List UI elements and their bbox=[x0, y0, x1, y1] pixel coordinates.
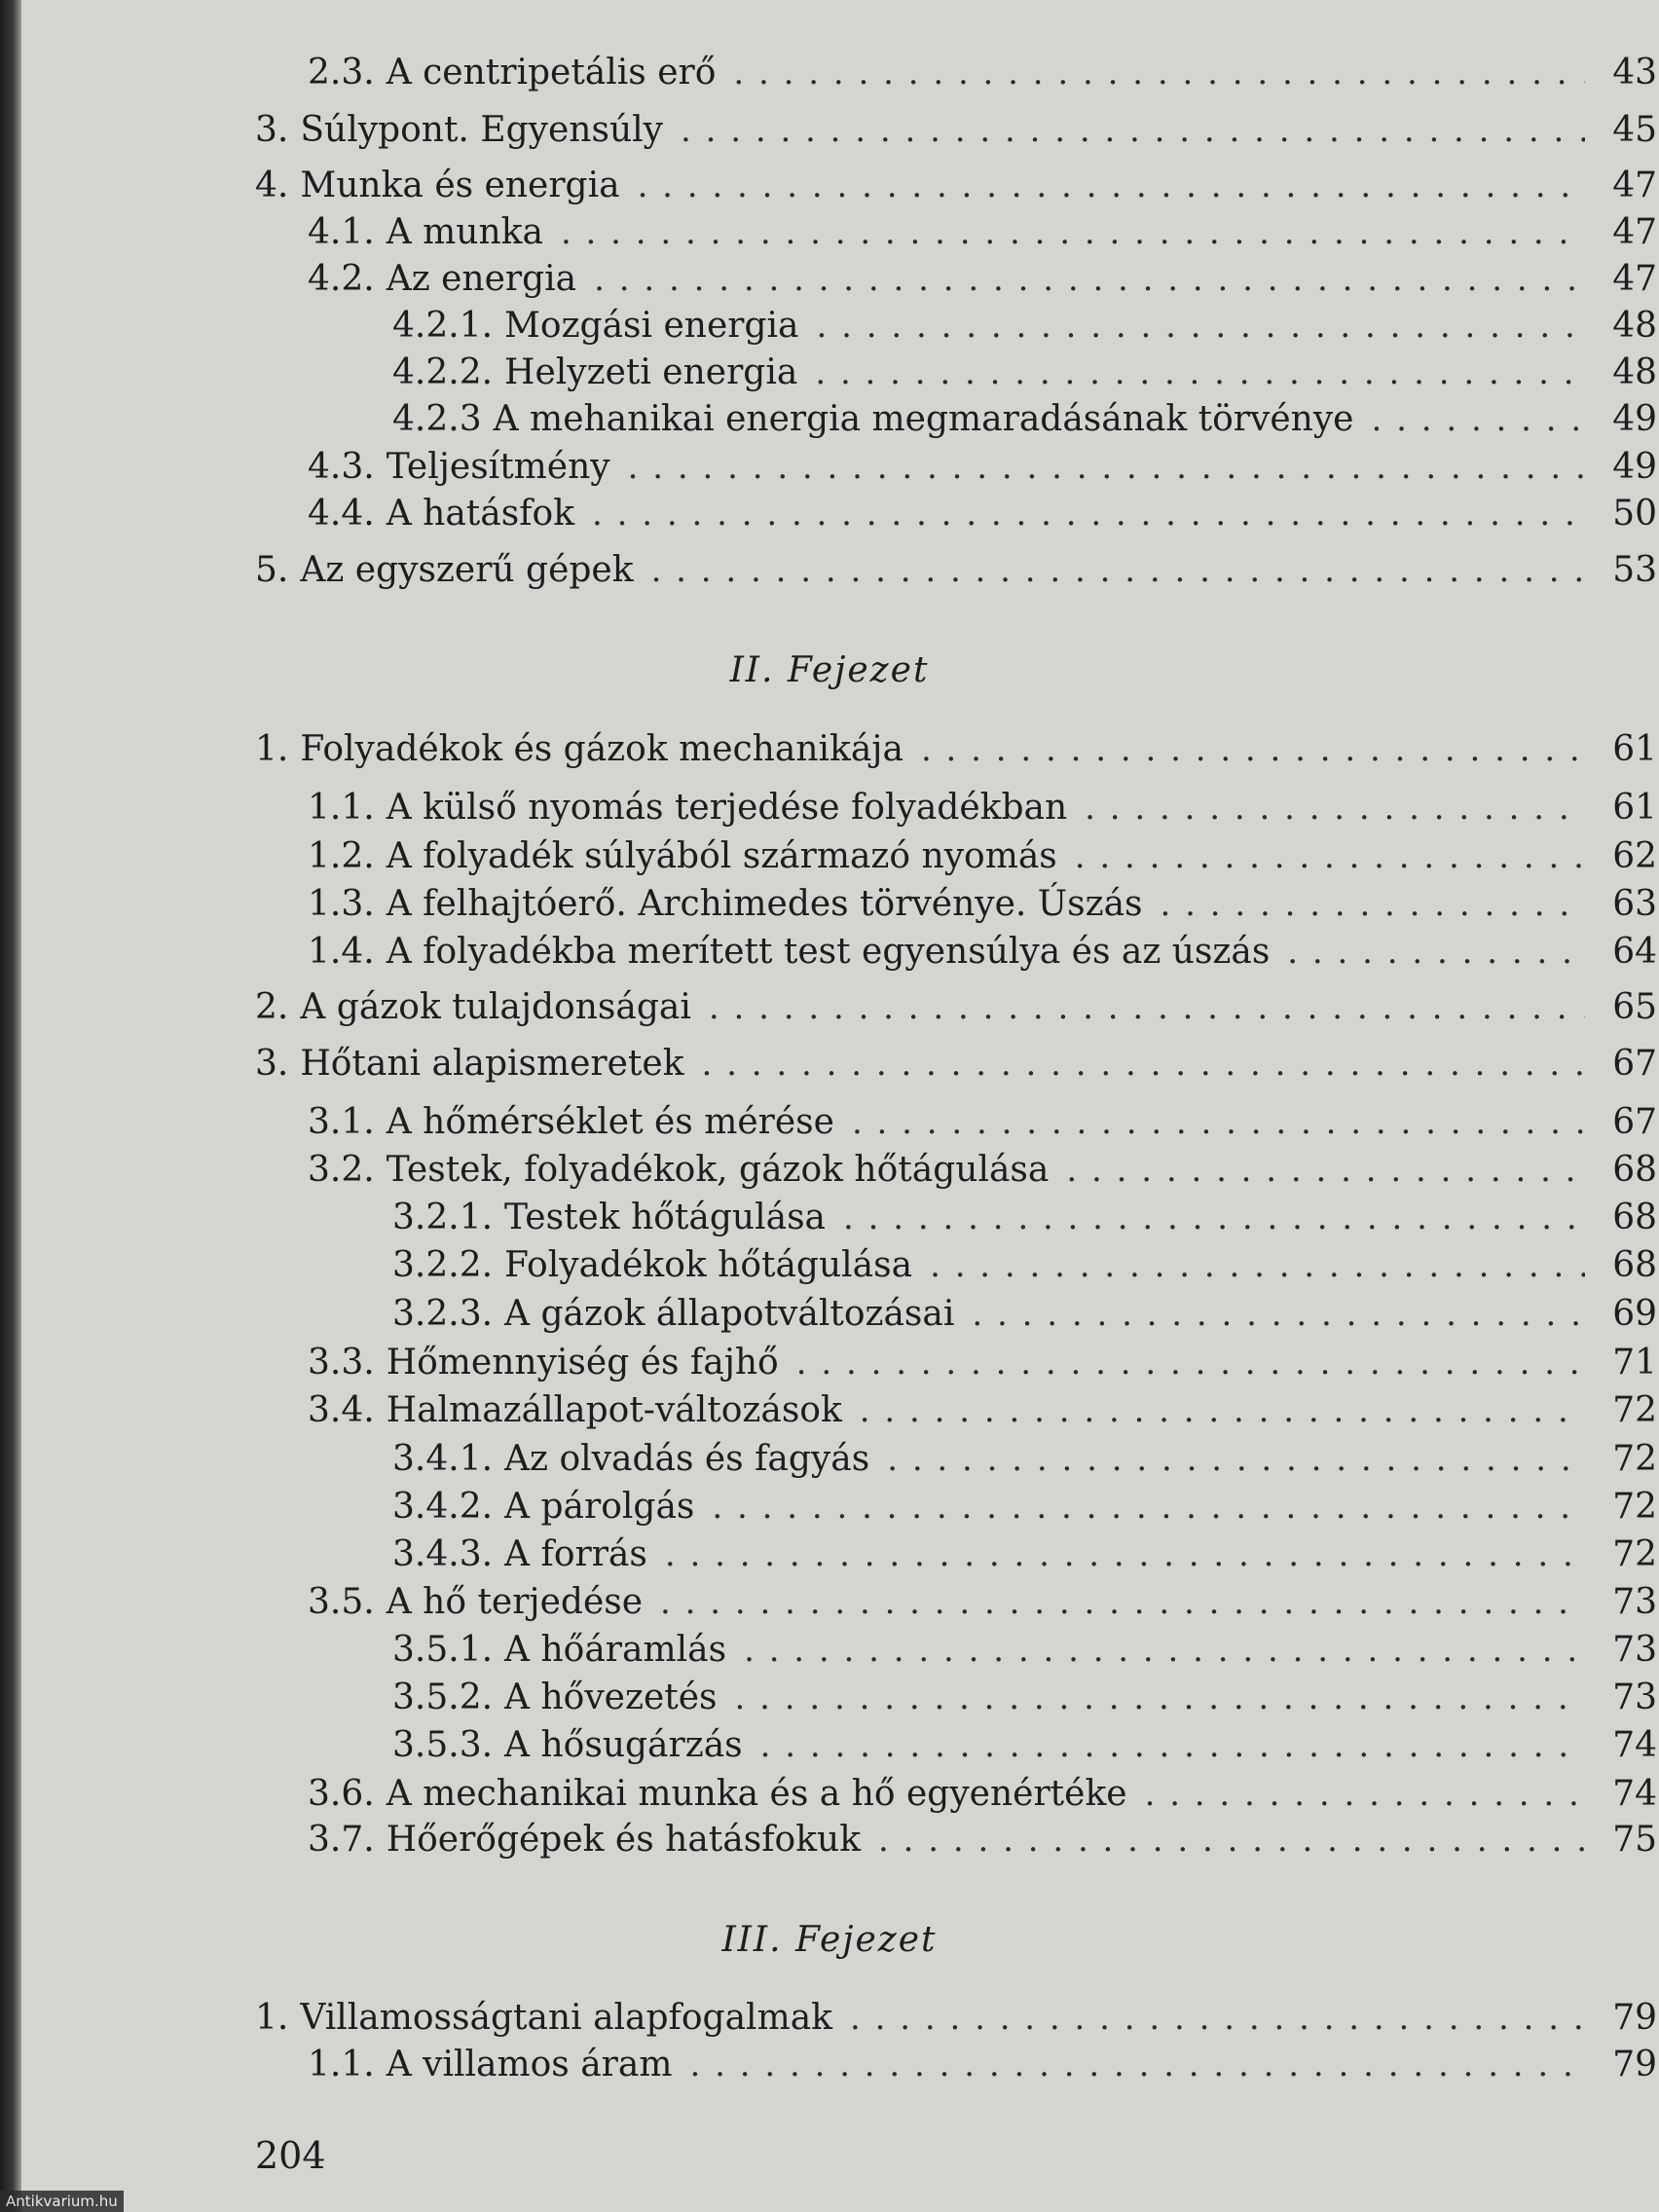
dot-leader bbox=[843, 1194, 1585, 1242]
entry-page: 62 bbox=[1612, 836, 1657, 876]
dot-leader bbox=[665, 1530, 1585, 1579]
entry-page: 73 bbox=[1612, 1630, 1657, 1670]
toc-entry-4 bbox=[255, 162, 1657, 210]
entry-title: Hőmennyiség és fajhő bbox=[386, 1343, 779, 1382]
toc-entry-5 bbox=[255, 546, 1657, 595]
entry-number: 1.2. bbox=[308, 836, 375, 876]
entry-number: 2.3. bbox=[308, 53, 375, 92]
entry-title: A hő terjedése bbox=[386, 1582, 644, 1622]
entry-title: Testek hőtágulása bbox=[504, 1198, 827, 1237]
toc-entry-ch2-3-5-3 bbox=[392, 1721, 1657, 1770]
toc-entry-ch2-3-4-3 bbox=[392, 1530, 1657, 1579]
toc-entry-ch2-3-2-3 bbox=[392, 1290, 1657, 1339]
entry-title: Hőtani alapismeretek bbox=[300, 1044, 684, 1084]
entry-page: 69 bbox=[1612, 1294, 1657, 1334]
entry-page: 53 bbox=[1612, 550, 1657, 590]
entry-title: A folyadékba merített test egyensúlya és az úszás bbox=[386, 932, 1271, 972]
dot-leader bbox=[887, 1435, 1585, 1484]
dot-leader bbox=[760, 1721, 1585, 1770]
entry-title: A mechanikai munka és a hő egyenértéke bbox=[386, 1774, 1127, 1814]
dot-leader bbox=[681, 106, 1585, 155]
entry-number: 4.2.1. bbox=[392, 306, 494, 346]
entry-title: Hőerőgépek és hatásfokuk bbox=[386, 1820, 862, 1860]
dot-leader bbox=[878, 1816, 1585, 1864]
entry-number: 4. bbox=[255, 166, 289, 205]
entry-page: 73 bbox=[1612, 1677, 1657, 1717]
dot-leader bbox=[638, 162, 1585, 210]
entry-title: Testek, folyadékok, gázok hőtágulása bbox=[386, 1150, 1050, 1190]
entry-page: 43 bbox=[1612, 53, 1657, 92]
dot-leader bbox=[930, 1241, 1585, 1290]
entry-title: A forrás bbox=[504, 1534, 647, 1574]
toc-entry-ch2-1-2 bbox=[308, 832, 1657, 881]
entry-page: 47 bbox=[1612, 166, 1657, 205]
dot-leader bbox=[850, 1994, 1585, 2043]
entry-number: 4.2. bbox=[308, 259, 375, 299]
entry-page: 65 bbox=[1612, 987, 1657, 1027]
toc-entry-ch2-1-4 bbox=[308, 928, 1657, 977]
entry-page: 72 bbox=[1612, 1534, 1657, 1574]
dot-leader bbox=[817, 302, 1585, 350]
entry-page: 68 bbox=[1612, 1245, 1657, 1285]
dot-leader bbox=[561, 208, 1585, 257]
toc-entry-ch2-2 bbox=[255, 983, 1657, 1032]
entry-page: 67 bbox=[1612, 1044, 1657, 1084]
entry-number: 1.1. bbox=[308, 788, 375, 828]
watermark: Antikvarium.hu bbox=[0, 2191, 124, 2212]
entry-page: 72 bbox=[1612, 1439, 1657, 1479]
entry-number: 3.2.3. bbox=[392, 1294, 494, 1334]
entry-number: 1.3. bbox=[308, 884, 375, 924]
dot-leader bbox=[592, 490, 1585, 538]
entry-page: 74 bbox=[1612, 1774, 1657, 1814]
toc-entry-ch2-3-4-2 bbox=[392, 1483, 1657, 1531]
dot-leader bbox=[735, 1674, 1585, 1722]
dot-leader bbox=[594, 255, 1585, 304]
entry-page: 68 bbox=[1612, 1150, 1657, 1190]
dot-leader bbox=[709, 983, 1585, 1032]
dot-leader bbox=[651, 546, 1585, 595]
toc-entry-ch2-1-3 bbox=[308, 880, 1657, 929]
entry-number: 3.3. bbox=[308, 1343, 375, 1382]
toc-entry-ch2-3-2-1 bbox=[392, 1194, 1657, 1242]
entry-page: 79 bbox=[1612, 1998, 1657, 2038]
entry-page: 79 bbox=[1612, 2045, 1657, 2084]
dot-leader bbox=[1145, 1770, 1585, 1819]
entry-page: 49 bbox=[1612, 447, 1657, 487]
entry-number: 3.4.1. bbox=[392, 1439, 494, 1479]
entry-page: 48 bbox=[1612, 352, 1657, 392]
dot-leader bbox=[1161, 880, 1585, 929]
entry-title: Teljesítmény bbox=[386, 447, 610, 487]
entry-page: 71 bbox=[1612, 1343, 1657, 1382]
toc-entry-4-1 bbox=[308, 208, 1657, 257]
entry-number: 3.5.1. bbox=[392, 1630, 494, 1670]
dot-leader bbox=[1371, 395, 1585, 444]
entry-page: 72 bbox=[1612, 1487, 1657, 1527]
entry-number: 2. bbox=[255, 987, 289, 1027]
dot-leader bbox=[733, 49, 1585, 97]
toc-entry-ch2-3-2 bbox=[308, 1146, 1657, 1195]
entry-title: Az olvadás és fagyás bbox=[504, 1439, 870, 1479]
entry-page: 75 bbox=[1612, 1820, 1657, 1860]
toc-entry-ch2-3-2-2 bbox=[392, 1241, 1657, 1290]
entry-title: A felhajtóerő. Archimedes törvénye. Úszás bbox=[386, 884, 1143, 924]
toc-entry-ch2-3-5 bbox=[308, 1578, 1657, 1627]
entry-page: 67 bbox=[1612, 1102, 1657, 1142]
toc-entry-4-3 bbox=[308, 443, 1657, 492]
toc-entry-ch2-3-7 bbox=[308, 1816, 1657, 1864]
entry-title: Villamosságtani alapfogalmak bbox=[300, 1998, 832, 2038]
entry-number: 3.5. bbox=[308, 1582, 375, 1622]
toc-entry-4-2-1 bbox=[392, 302, 1657, 350]
toc-entry-ch2-3 bbox=[255, 1040, 1657, 1088]
entry-title: Az egyszerű gépek bbox=[300, 550, 634, 590]
entry-page: 63 bbox=[1612, 884, 1657, 924]
entry-page: 73 bbox=[1612, 1582, 1657, 1622]
entry-title: Folyadékok hőtágulása bbox=[504, 1245, 913, 1285]
entry-page: 48 bbox=[1612, 306, 1657, 346]
entry-title: A párolgás bbox=[504, 1487, 695, 1527]
entry-number: 1. bbox=[255, 1998, 289, 2038]
entry-page: 47 bbox=[1612, 212, 1657, 252]
dot-leader bbox=[660, 1578, 1585, 1627]
entry-number: 3.4.3. bbox=[392, 1534, 494, 1574]
entry-title: A hatásfok bbox=[386, 494, 575, 534]
entry-number: 3.2.2. bbox=[392, 1245, 494, 1285]
entry-number: 3.5.3. bbox=[392, 1725, 494, 1765]
entry-number: 4.2.3 bbox=[392, 399, 482, 439]
entry-title: A gázok tulajdonságai bbox=[300, 987, 691, 1027]
dot-leader bbox=[1066, 1146, 1585, 1195]
toc-entry-2-3 bbox=[308, 49, 1657, 97]
entry-title: A hővezetés bbox=[504, 1677, 718, 1717]
dot-leader bbox=[628, 443, 1585, 492]
toc-entry-ch2-3-4-1 bbox=[392, 1435, 1657, 1484]
dot-leader bbox=[712, 1483, 1585, 1531]
entry-number: 3.7. bbox=[308, 1820, 375, 1860]
entry-number: 5. bbox=[255, 550, 289, 590]
dot-leader bbox=[1287, 928, 1585, 977]
entry-title: A folyadék súlyából származó nyomás bbox=[386, 836, 1057, 876]
entry-title: Súlypont. Egyensúly bbox=[300, 110, 663, 150]
dot-leader bbox=[1085, 784, 1585, 832]
dot-leader bbox=[744, 1626, 1585, 1675]
entry-page: 47 bbox=[1612, 259, 1657, 299]
toc-entry-ch2-3-3 bbox=[308, 1339, 1657, 1387]
dot-leader bbox=[796, 1339, 1585, 1387]
entry-title: Az energia bbox=[386, 259, 577, 299]
entry-number: 1.1. bbox=[308, 2045, 375, 2084]
entry-page: 50 bbox=[1612, 494, 1657, 534]
toc-entry-ch2-3-5-2 bbox=[392, 1674, 1657, 1722]
entry-number: 3.4.2. bbox=[392, 1487, 494, 1527]
entry-title: A centripetális erő bbox=[386, 53, 717, 92]
page-number: 204 bbox=[255, 2134, 326, 2177]
entry-number: 3. bbox=[255, 1044, 289, 1084]
dot-leader bbox=[1075, 832, 1585, 881]
entry-page: 74 bbox=[1612, 1725, 1657, 1765]
entry-number: 1. bbox=[255, 729, 289, 769]
entry-page: 49 bbox=[1612, 399, 1657, 439]
toc-entry-4-2-3 bbox=[392, 395, 1657, 444]
dot-leader bbox=[860, 1386, 1585, 1435]
toc-entry-ch2-3-6 bbox=[308, 1770, 1657, 1819]
toc-entry-4-2-2 bbox=[392, 349, 1657, 397]
entry-page: 68 bbox=[1612, 1198, 1657, 1237]
entry-number: 3.2. bbox=[308, 1150, 375, 1190]
entry-page: 61 bbox=[1612, 788, 1657, 828]
entry-page: 64 bbox=[1612, 932, 1657, 972]
entry-page: 61 bbox=[1612, 729, 1657, 769]
entry-title: A villamos áram bbox=[386, 2045, 673, 2084]
toc-entry-4-4 bbox=[308, 490, 1657, 538]
entry-title: A hőáramlás bbox=[504, 1630, 727, 1670]
chapter-heading-2: II. Fejezet bbox=[729, 650, 930, 690]
chapter-heading-3: III. Fejezet bbox=[721, 1920, 938, 1960]
dot-leader bbox=[690, 2041, 1586, 2089]
entry-number: 1.4. bbox=[308, 932, 375, 972]
entry-number: 4.1. bbox=[308, 212, 375, 252]
entry-page: 45 bbox=[1612, 110, 1657, 150]
toc-entry-ch2-3-5-1 bbox=[392, 1626, 1657, 1675]
entry-number: 3. bbox=[255, 110, 289, 150]
toc-entry-ch3-1-1 bbox=[308, 2041, 1657, 2089]
entry-title: Folyadékok és gázok mechanikája bbox=[300, 729, 903, 769]
toc-entry-4-2 bbox=[308, 255, 1657, 304]
entry-number: 3.4. bbox=[308, 1390, 375, 1430]
entry-title: A mehanikai energia megmaradásának törvénye bbox=[493, 399, 1354, 439]
entry-number: 3.6. bbox=[308, 1774, 375, 1814]
toc-entry-ch3-1 bbox=[255, 1994, 1657, 2043]
entry-title: A hősugárzás bbox=[504, 1725, 743, 1765]
entry-number: 3.5.2. bbox=[392, 1677, 494, 1717]
dot-leader bbox=[852, 1098, 1585, 1147]
entry-title: Mozgási energia bbox=[504, 306, 799, 346]
dot-leader bbox=[702, 1040, 1585, 1088]
entry-title: A hőmérséklet és mérése bbox=[386, 1102, 834, 1142]
entry-title: A munka bbox=[386, 212, 543, 252]
entry-number: 3.2.1. bbox=[392, 1198, 494, 1237]
dot-leader bbox=[921, 725, 1585, 774]
entry-title: Munka és energia bbox=[300, 166, 620, 205]
entry-page: 72 bbox=[1612, 1390, 1657, 1430]
entry-number: 4.2.2. bbox=[392, 352, 494, 392]
entry-title: Halmazállapot-változások bbox=[386, 1390, 842, 1430]
entry-number: 4.3. bbox=[308, 447, 375, 487]
toc-entry-ch2-1-1 bbox=[308, 784, 1657, 832]
dot-leader bbox=[972, 1290, 1585, 1339]
toc-entry-ch2-3-4 bbox=[308, 1386, 1657, 1435]
toc-entry-ch2-1 bbox=[255, 725, 1657, 774]
toc-entry-ch2-3-1 bbox=[308, 1098, 1657, 1147]
dot-leader bbox=[815, 349, 1585, 397]
toc-entry-3 bbox=[255, 106, 1657, 155]
entry-title: Helyzeti energia bbox=[504, 352, 798, 392]
entry-number: 3.1. bbox=[308, 1102, 375, 1142]
entry-number: 4.4. bbox=[308, 494, 375, 534]
entry-title: A külső nyomás terjedése folyadékban bbox=[386, 788, 1068, 828]
entry-title: A gázok állapotváltozásai bbox=[504, 1294, 955, 1334]
